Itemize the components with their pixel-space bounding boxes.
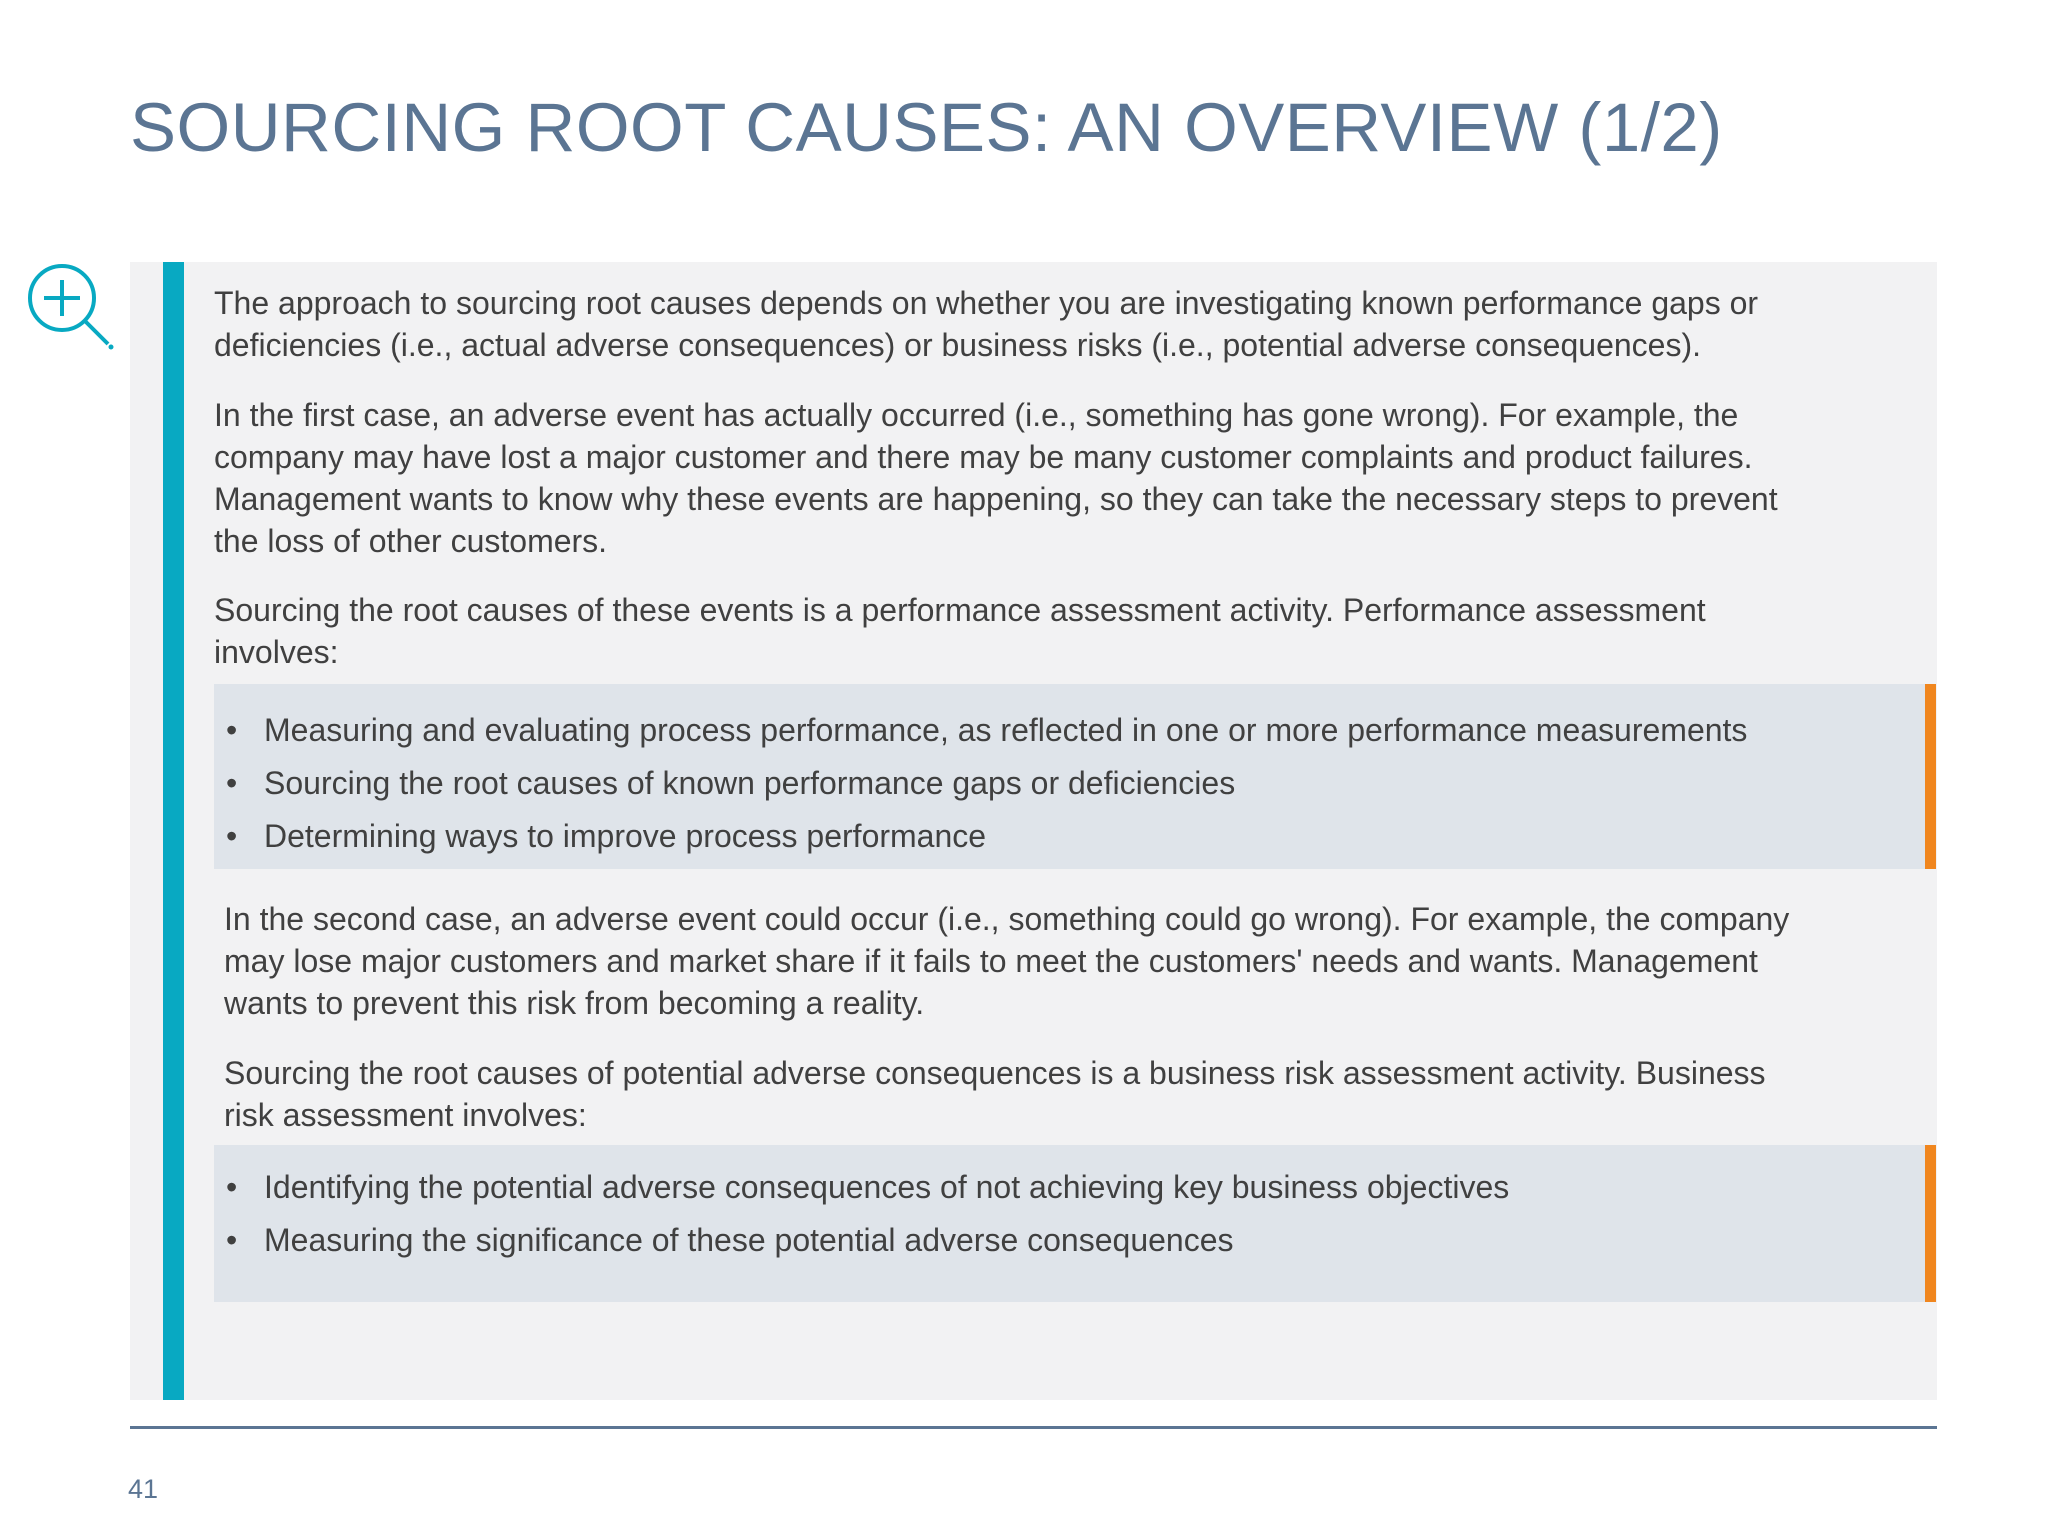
bullet-glyph: •: [226, 1222, 238, 1258]
performance-bullet-3: Determining ways to improve process performance: [264, 818, 987, 854]
performance-bullet-1: Measuring and evaluating process performance, as reflected in one or more performance measurements: [264, 712, 1748, 748]
intro-line-1: The approach to sourcing root causes depends on whether you are investigating known performance gaps or: [214, 285, 1759, 321]
list-item: [214, 704, 1936, 757]
orange-accent-bar: [1925, 684, 1936, 869]
performance-intro-line-1: Sourcing the root causes of these events is a performance assessment activity. Performance assessment: [214, 592, 1706, 628]
teal-accent-bar: [163, 262, 184, 1400]
second-case-line-2: may lose major customers and market share if it fails to meet the customers' needs and wants. Management: [224, 943, 1758, 979]
second-case-line-1: In the second case, an adverse event could occur (i.e., something could go wrong). For example, the company: [224, 901, 1790, 937]
page-number: 41: [128, 1474, 159, 1504]
first-case-line-2: company may have lost a major customer and there may be many customer complaints and product failures.: [214, 439, 1753, 475]
bullet-glyph: •: [226, 712, 238, 748]
performance-bullet-box: [214, 684, 1936, 869]
first-case-line-1: In the first case, an adverse event has actually occurred (i.e., something has gone wrong). For example, the: [214, 397, 1739, 433]
zoom-in-magnifier-icon: [22, 258, 118, 354]
list-item: [214, 1161, 1936, 1214]
performance-bullet-2: Sourcing the root causes of known performance gaps or deficiencies: [264, 765, 1236, 801]
list-item: [214, 810, 1936, 863]
risk-intro-line-1: Sourcing the root causes of potential adverse consequences is a business risk assessment activity. Business: [224, 1055, 1766, 1091]
performance-intro-line-2: involves:: [214, 634, 339, 670]
second-case-line-3: wants to prevent this risk from becoming a reality.: [224, 985, 925, 1021]
second-case-paragraph: [224, 898, 1789, 1024]
risk-bullet-2: Measuring the significance of these potential adverse consequences: [264, 1222, 1234, 1258]
list-item: [214, 1214, 1936, 1267]
bullet-glyph: •: [226, 818, 238, 854]
risk-bullet-1: Identifying the potential adverse consequences of not achieving key business objectives: [264, 1169, 1510, 1205]
risk-intro-line-2: risk assessment involves:: [224, 1097, 587, 1133]
slide-title: SOURCING ROOT CAUSES: AN OVERVIEW (1/2): [130, 89, 1723, 166]
first-case-line-3: Management wants to know why these events are happening, so they can take the necessary steps to prevent: [214, 481, 1778, 517]
bullet-glyph: •: [226, 1169, 238, 1205]
first-case-line-4: the loss of other customers.: [214, 523, 608, 559]
performance-intro-paragraph: [214, 589, 1706, 673]
intro-paragraph: [214, 282, 1758, 366]
intro-line-2: deficiencies (i.e., actual adverse consequences) or business risks (i.e., potential adverse consequences).: [214, 327, 1701, 363]
bullet-glyph: •: [226, 765, 238, 801]
footer-divider: [130, 1426, 1937, 1429]
risk-bullet-box: [214, 1145, 1936, 1302]
first-case-paragraph: [214, 394, 1778, 562]
list-item: [214, 757, 1936, 810]
orange-accent-bar: [1925, 1145, 1936, 1302]
risk-intro-paragraph: [224, 1052, 1766, 1136]
